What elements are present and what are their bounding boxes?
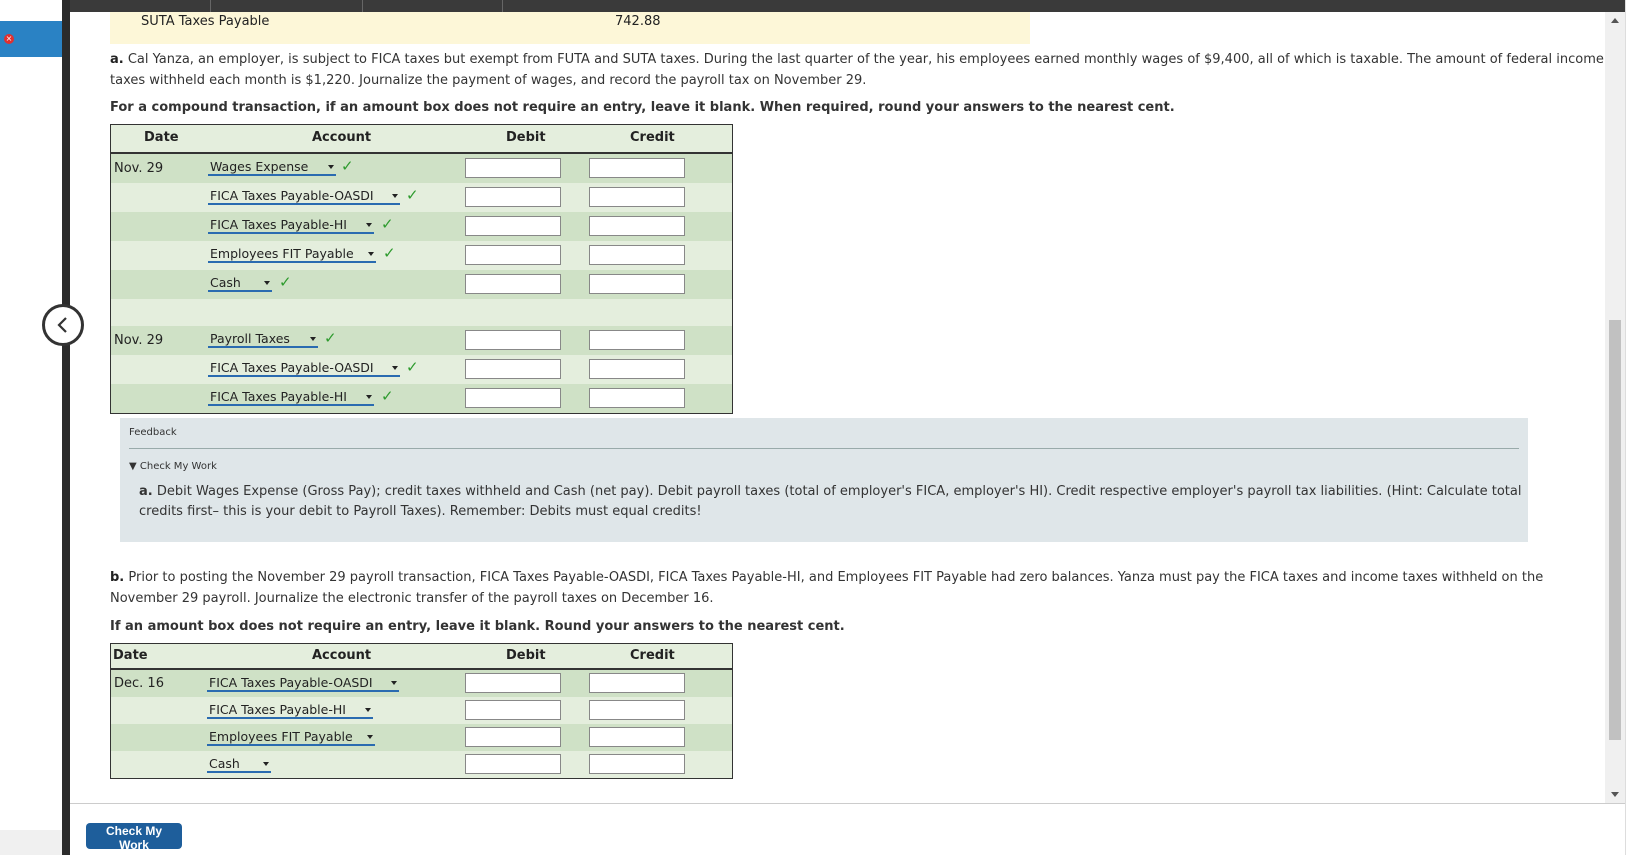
chevron-down-icon bbox=[367, 735, 373, 739]
feedback-divider bbox=[129, 448, 1519, 449]
left-panel bbox=[0, 0, 62, 855]
account-select[interactable]: FICA Taxes Payable-HI bbox=[208, 216, 374, 234]
suta-label: SUTA Taxes Payable bbox=[141, 14, 270, 29]
check-icon: ✓ bbox=[381, 387, 394, 405]
feedback-letter: a. bbox=[139, 484, 153, 499]
debit-input[interactable] bbox=[465, 158, 561, 178]
credit-input[interactable] bbox=[589, 216, 685, 236]
part-a-prompt bbox=[110, 49, 1605, 91]
account-select[interactable]: Payroll Taxes bbox=[208, 330, 318, 348]
scroll-up-arrow-icon[interactable] bbox=[1611, 18, 1619, 23]
check-my-work-toggle[interactable]: ▼ Check My Work bbox=[129, 461, 217, 472]
account-select[interactable]: Cash bbox=[207, 755, 271, 773]
debit-input[interactable] bbox=[465, 216, 561, 236]
journal-row bbox=[111, 326, 732, 355]
chevron-down-icon bbox=[310, 337, 316, 341]
account-select[interactable]: Wages Expense bbox=[208, 158, 336, 176]
feedback-text bbox=[139, 482, 1524, 522]
journal-row bbox=[111, 670, 732, 697]
chevron-left-icon bbox=[53, 315, 73, 335]
credit-input[interactable] bbox=[589, 388, 685, 408]
entry-date: Nov. 29 bbox=[114, 161, 164, 176]
account-select[interactable]: Employees FIT Payable bbox=[207, 728, 375, 746]
debit-input[interactable] bbox=[465, 359, 561, 379]
debit-input[interactable] bbox=[465, 388, 561, 408]
journal-row bbox=[111, 384, 732, 413]
credit-input[interactable] bbox=[589, 274, 685, 294]
journal-row bbox=[111, 270, 732, 299]
credit-input[interactable] bbox=[589, 158, 685, 178]
back-button[interactable] bbox=[42, 304, 84, 346]
debit-input[interactable] bbox=[465, 673, 561, 693]
debit-input[interactable] bbox=[465, 274, 561, 294]
credit-input[interactable] bbox=[589, 187, 685, 207]
journal-row bbox=[111, 154, 732, 183]
account-select[interactable]: FICA Taxes Payable-HI bbox=[208, 388, 374, 406]
left-panel-footer bbox=[0, 830, 62, 855]
right-edge bbox=[1625, 0, 1642, 855]
main-content bbox=[70, 12, 1605, 803]
check-icon: ✓ bbox=[406, 358, 419, 376]
header-debit: Debit bbox=[506, 130, 546, 145]
chevron-down-icon bbox=[264, 281, 270, 285]
part-b-text: Prior to posting the November 29 payroll transaction, FICA Taxes Payable-OASDI, FICA Taxes Payable-HI, and Employees FIT Payable had zero balances. Yanza must pay the FICA taxes and income taxes withheld on the November 29 payroll. Journalize the electronic transfer of the payroll taxes on December 16. bbox=[110, 570, 1544, 606]
chevron-down-icon bbox=[368, 252, 374, 256]
journal-row bbox=[111, 724, 732, 751]
header-account: Account bbox=[312, 648, 372, 663]
credit-input[interactable] bbox=[589, 754, 685, 774]
journal-header bbox=[111, 125, 732, 154]
header-date: Date bbox=[113, 648, 148, 663]
chevron-down-icon bbox=[392, 366, 398, 370]
suta-row bbox=[110, 12, 1030, 44]
account-select[interactable]: FICA Taxes Payable-OASDI bbox=[208, 359, 400, 377]
top-toolbar bbox=[70, 0, 1642, 12]
entry-date: Dec. 16 bbox=[114, 676, 164, 691]
suta-value: 742.88 bbox=[615, 14, 661, 29]
chevron-down-icon bbox=[392, 194, 398, 198]
bottom-bar bbox=[70, 803, 1625, 856]
toolbar-button-1[interactable] bbox=[70, 0, 211, 12]
journal-row bbox=[111, 183, 732, 212]
check-icon: ✓ bbox=[381, 215, 394, 233]
credit-input[interactable] bbox=[589, 700, 685, 720]
account-select[interactable]: FICA Taxes Payable-HI bbox=[207, 701, 373, 719]
chevron-down-icon bbox=[365, 708, 371, 712]
account-select[interactable]: FICA Taxes Payable-OASDI bbox=[208, 187, 400, 205]
credit-input[interactable] bbox=[589, 245, 685, 265]
scroll-down-arrow-icon[interactable] bbox=[1611, 792, 1619, 797]
check-icon: ✓ bbox=[406, 186, 419, 204]
journal-row bbox=[111, 697, 732, 724]
chevron-down-icon bbox=[366, 223, 372, 227]
credit-input[interactable] bbox=[589, 359, 685, 379]
account-select[interactable]: FICA Taxes Payable-OASDI bbox=[207, 674, 399, 692]
journal-table-b bbox=[110, 643, 733, 779]
debit-input[interactable] bbox=[465, 187, 561, 207]
part-a-letter: a. bbox=[110, 52, 124, 67]
header-date: Date bbox=[144, 130, 179, 145]
feedback-panel bbox=[120, 418, 1528, 542]
toolbar-button-3[interactable] bbox=[362, 0, 503, 12]
feedback-title: Feedback bbox=[129, 427, 177, 438]
journal-row bbox=[111, 212, 732, 241]
credit-input[interactable] bbox=[589, 330, 685, 350]
account-select[interactable]: Cash bbox=[208, 274, 272, 292]
header-credit: Credit bbox=[630, 648, 675, 663]
journal-row bbox=[111, 241, 732, 270]
part-a-text: Cal Yanza, an employer, is subject to FICA taxes but exempt from FUTA and SUTA taxes. During the last quarter of the year, his employees earned monthly wages of $9,400, all of which is taxable. The amount of federal income taxes withheld each month is $1,220. Journalize the payment of wages, and record the payroll tax on November 29. bbox=[110, 52, 1604, 88]
journal-row bbox=[111, 355, 732, 384]
header-account: Account bbox=[312, 130, 372, 145]
check-icon: ✓ bbox=[324, 329, 337, 347]
journal-header bbox=[111, 644, 732, 670]
scrollbar-thumb[interactable] bbox=[1609, 320, 1621, 740]
check-my-work-button[interactable]: Check My Work bbox=[86, 823, 182, 849]
chevron-down-icon bbox=[328, 165, 334, 169]
account-select[interactable]: Employees FIT Payable bbox=[208, 245, 376, 263]
credit-input[interactable] bbox=[589, 727, 685, 747]
journal-row bbox=[111, 751, 732, 778]
vertical-scrollbar[interactable] bbox=[1605, 12, 1625, 803]
left-divider bbox=[62, 0, 70, 855]
chevron-down-icon bbox=[366, 395, 372, 399]
debit-input[interactable] bbox=[465, 700, 561, 720]
part-b-instruction: If an amount box does not require an entry, leave it blank. Round your answers to the nearest cent. bbox=[110, 619, 845, 634]
entry-date: Nov. 29 bbox=[114, 333, 164, 348]
check-icon: ✓ bbox=[279, 273, 292, 291]
chevron-down-icon bbox=[391, 681, 397, 685]
debit-input[interactable] bbox=[465, 245, 561, 265]
part-b-letter: b. bbox=[110, 570, 125, 585]
journal-row-spacer bbox=[111, 299, 732, 326]
close-icon[interactable]: × bbox=[5, 34, 13, 43]
part-b-prompt bbox=[110, 567, 1605, 609]
debit-input[interactable] bbox=[465, 727, 561, 747]
part-a-instruction: For a compound transaction, if an amount box does not require an entry, leave it blank. When required, round your answers to the nearest cent. bbox=[110, 100, 1175, 115]
header-debit: Debit bbox=[506, 648, 546, 663]
feedback-body: Debit Wages Expense (Gross Pay); credit taxes withheld and Cash (net pay). Debit payroll taxes (total of employer's FICA, employer's HI). Credit respective employer's payroll tax liabilities. (Hint: Calculate total credits first– this is your debit to Payroll Taxes). Remember: Debits must equal credits! bbox=[139, 484, 1522, 519]
header-credit: Credit bbox=[630, 130, 675, 145]
credit-input[interactable] bbox=[589, 673, 685, 693]
debit-input[interactable] bbox=[465, 330, 561, 350]
check-icon: ✓ bbox=[341, 157, 354, 175]
journal-table-a bbox=[110, 124, 733, 414]
check-icon: ✓ bbox=[383, 244, 396, 262]
debit-input[interactable] bbox=[465, 754, 561, 774]
chevron-down-icon bbox=[263, 762, 269, 766]
toolbar-button-2[interactable] bbox=[210, 0, 363, 12]
